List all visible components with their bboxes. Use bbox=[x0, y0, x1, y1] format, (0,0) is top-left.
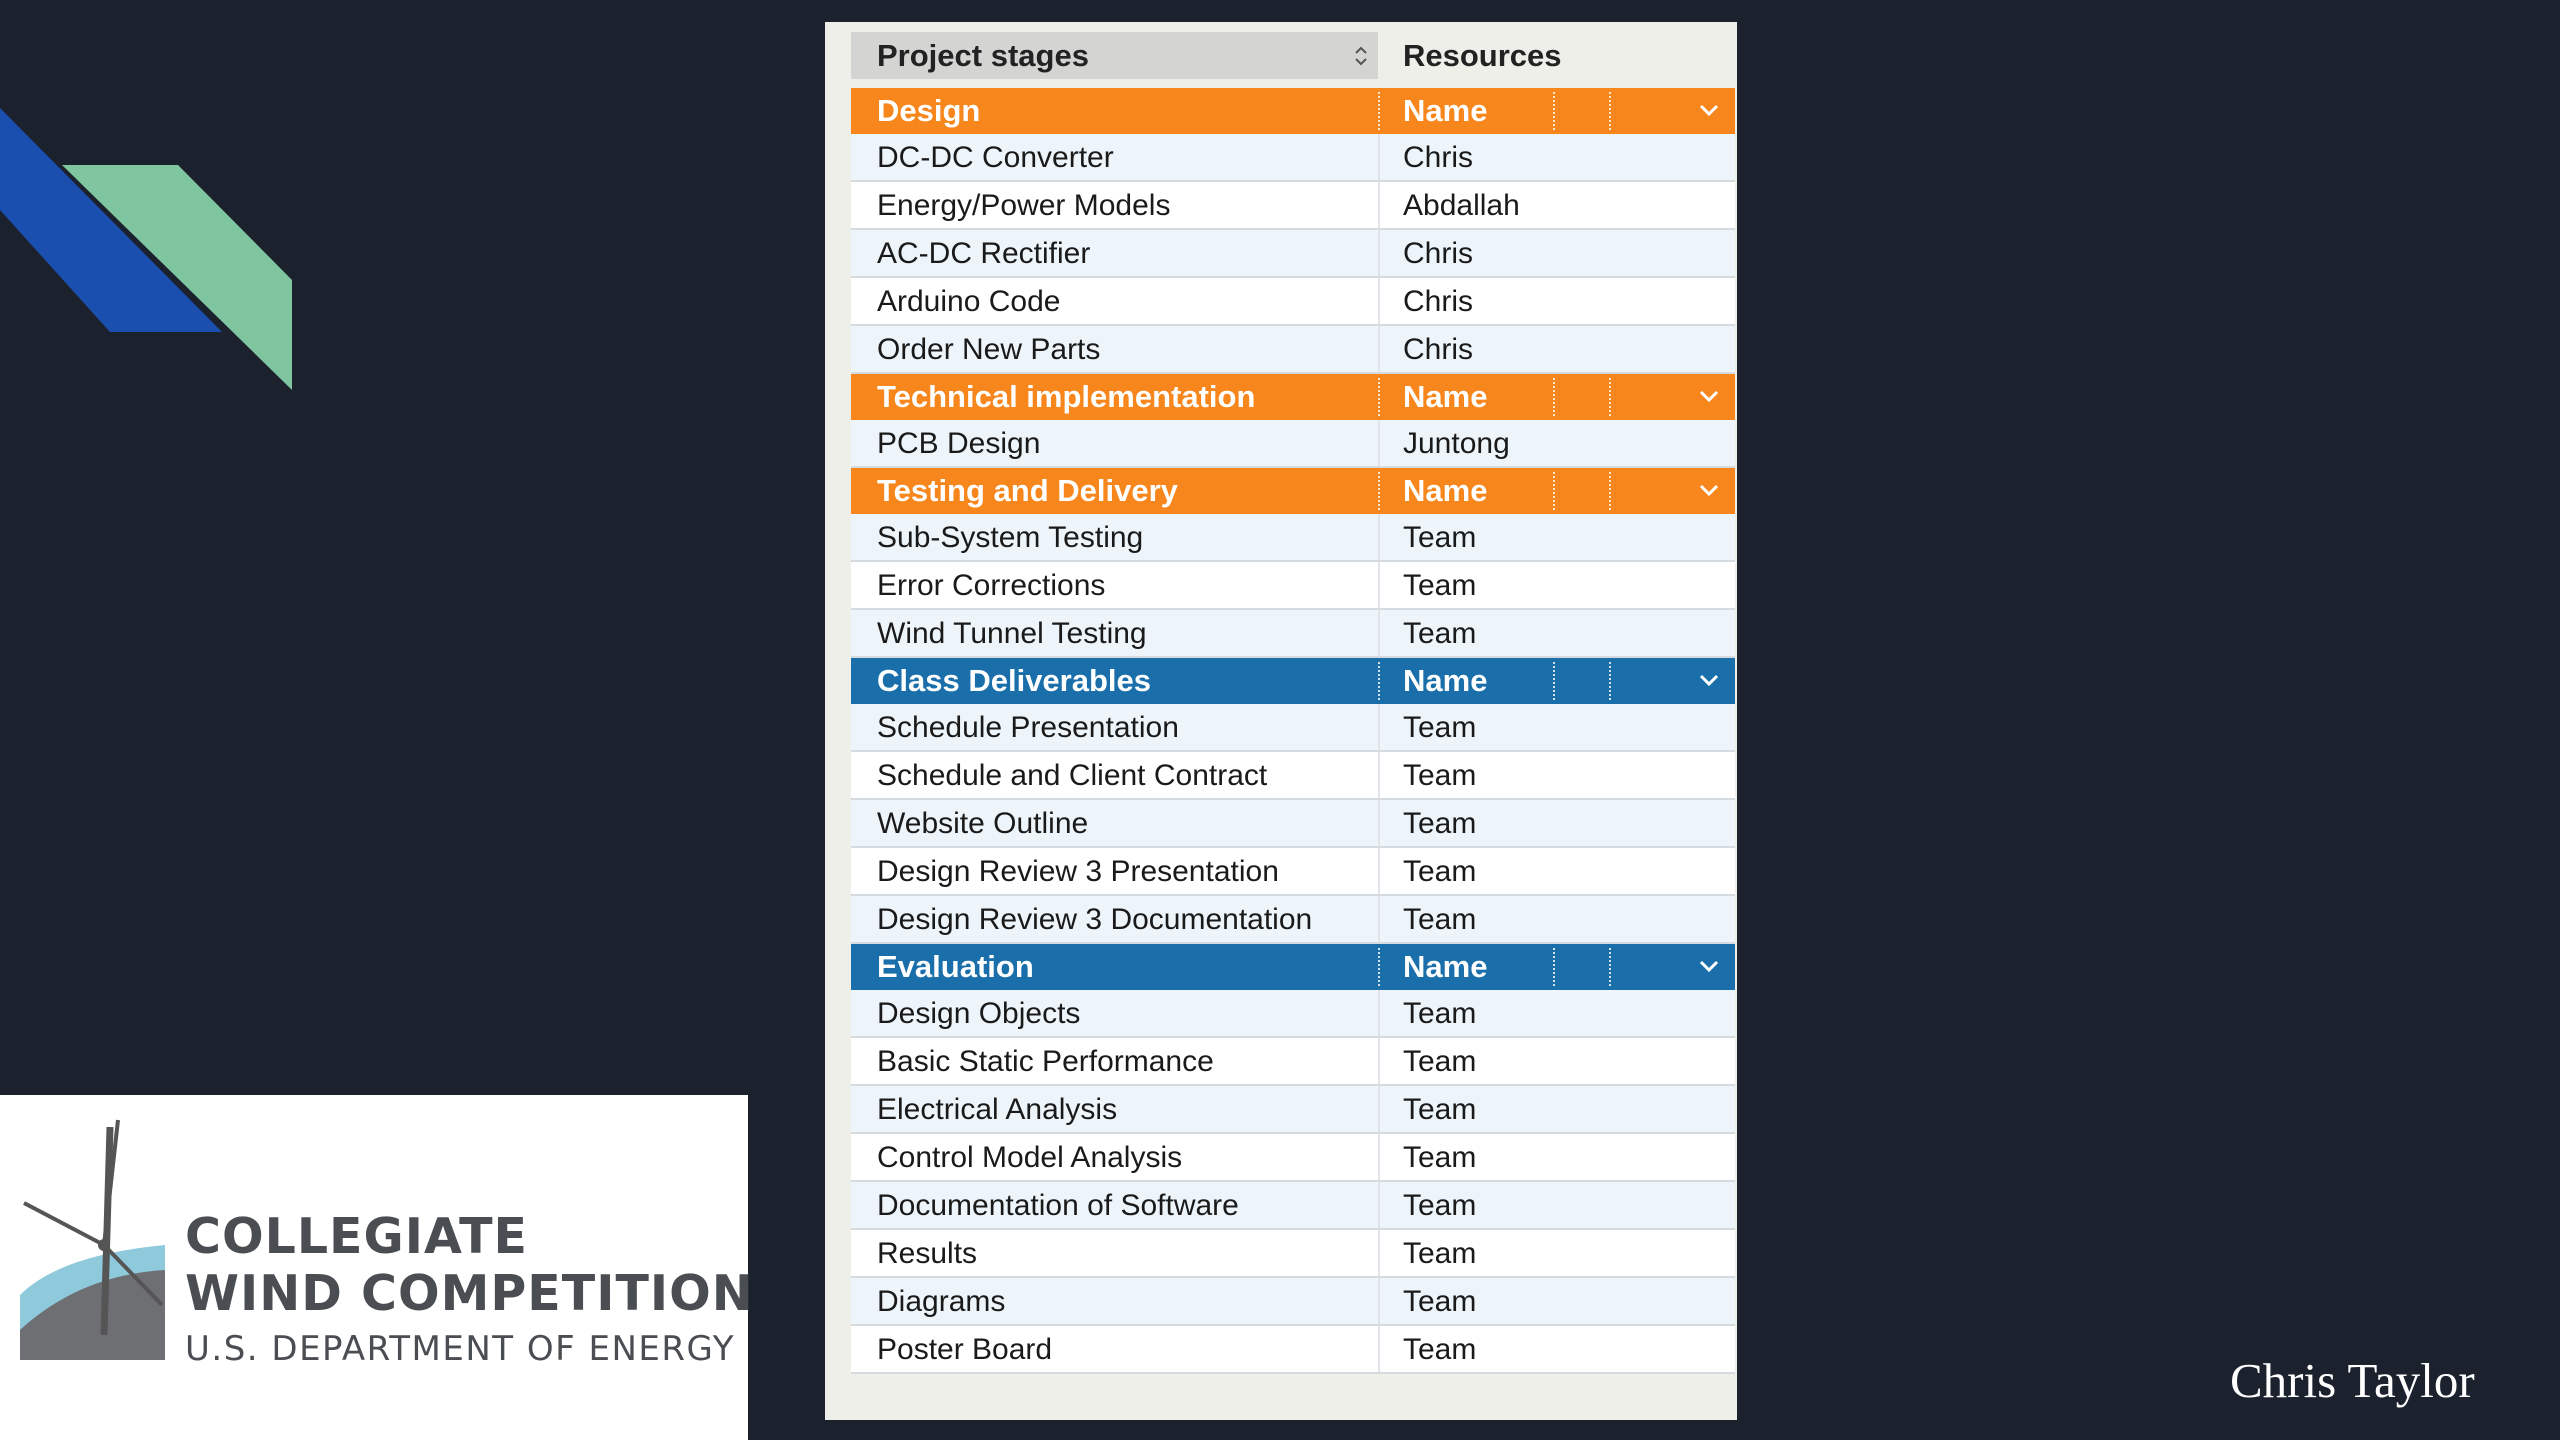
task-name: Sub-System Testing bbox=[877, 521, 1144, 554]
chevron-down-icon[interactable] bbox=[1697, 480, 1721, 500]
resource-name: Team bbox=[1403, 1237, 1477, 1270]
column-divider bbox=[1378, 1086, 1380, 1132]
column-divider bbox=[1378, 326, 1380, 372]
column-divider bbox=[1378, 1326, 1380, 1372]
resource-name: Team bbox=[1403, 807, 1477, 840]
resource-name: Team bbox=[1403, 569, 1477, 602]
column-divider bbox=[1378, 182, 1380, 228]
task-name: Schedule Presentation bbox=[877, 711, 1179, 744]
project-stages-table bbox=[851, 32, 1735, 1374]
column-divider bbox=[1609, 378, 1611, 416]
resource-name: Team bbox=[1403, 903, 1477, 936]
column-divider bbox=[1378, 896, 1380, 942]
task-name: Wind Tunnel Testing bbox=[877, 617, 1147, 650]
column-divider bbox=[1378, 514, 1380, 560]
column-header-resources: Resources bbox=[1403, 38, 1562, 73]
presenter-name: Chris Taylor bbox=[2230, 1353, 2475, 1408]
task-name: Order New Parts bbox=[877, 333, 1101, 366]
column-divider bbox=[1378, 1182, 1380, 1228]
table-row[interactable] bbox=[851, 1038, 1735, 1086]
section-resource-header: Name bbox=[1403, 663, 1488, 698]
section-header[interactable] bbox=[851, 374, 1735, 420]
section-rows bbox=[851, 134, 1735, 374]
logo-line-1: COLLEGIATE bbox=[185, 1208, 528, 1265]
column-header-project-stages[interactable] bbox=[851, 32, 1378, 79]
column-divider bbox=[1378, 472, 1380, 510]
resource-name: Chris bbox=[1403, 285, 1474, 318]
table-header bbox=[851, 32, 1735, 79]
resource-name: Team bbox=[1403, 521, 1477, 554]
resource-name: Team bbox=[1403, 1285, 1477, 1318]
task-name: Design Objects bbox=[877, 997, 1081, 1030]
column-divider bbox=[1553, 948, 1555, 986]
resource-name: Team bbox=[1403, 1045, 1477, 1078]
column-divider bbox=[1609, 948, 1611, 986]
resource-name: Juntong bbox=[1403, 427, 1510, 460]
table-row[interactable] bbox=[851, 1326, 1735, 1374]
section-header[interactable] bbox=[851, 658, 1735, 704]
resource-name: Team bbox=[1403, 997, 1477, 1030]
task-name: Diagrams bbox=[877, 1285, 1006, 1318]
table-row[interactable] bbox=[851, 1086, 1735, 1134]
section-title: Testing and Delivery bbox=[877, 473, 1178, 508]
task-name: Error Corrections bbox=[877, 569, 1106, 602]
table-row[interactable] bbox=[851, 610, 1735, 658]
section-header[interactable] bbox=[851, 88, 1735, 134]
table-row[interactable] bbox=[851, 278, 1735, 326]
task-name: Poster Board bbox=[877, 1333, 1053, 1366]
resource-name: Chris bbox=[1403, 237, 1474, 270]
column-divider bbox=[1378, 420, 1380, 466]
sections-container bbox=[851, 88, 1735, 1374]
logo-line-2: WIND COMPETITION bbox=[185, 1265, 754, 1322]
table-row[interactable] bbox=[851, 752, 1735, 800]
column-divider bbox=[1378, 848, 1380, 894]
table-row[interactable] bbox=[851, 326, 1735, 374]
decorative-stripes bbox=[0, 0, 300, 400]
section-title: Design bbox=[877, 93, 981, 128]
column-divider bbox=[1553, 92, 1555, 130]
section-header[interactable] bbox=[851, 944, 1735, 990]
column-divider bbox=[1553, 662, 1555, 700]
task-name: PCB Design bbox=[877, 427, 1041, 460]
section-rows bbox=[851, 420, 1735, 468]
section-resource-header: Name bbox=[1403, 473, 1488, 508]
column-divider bbox=[1378, 278, 1380, 324]
table-row[interactable] bbox=[851, 230, 1735, 278]
column-divider bbox=[1378, 800, 1380, 846]
column-divider bbox=[1378, 1278, 1380, 1324]
sort-icon[interactable] bbox=[1352, 44, 1370, 68]
column-divider bbox=[1553, 472, 1555, 510]
table-row[interactable] bbox=[851, 1278, 1735, 1326]
task-name: AC-DC Rectifier bbox=[877, 237, 1091, 270]
column-divider bbox=[1378, 1038, 1380, 1084]
task-name: Design Review 3 Presentation bbox=[877, 855, 1279, 888]
task-name: Website Outline bbox=[877, 807, 1089, 840]
task-name: DC-DC Converter bbox=[877, 141, 1114, 174]
section-resource-header: Name bbox=[1403, 379, 1488, 414]
section-rows bbox=[851, 990, 1735, 1374]
column-divider bbox=[1378, 610, 1380, 656]
column-divider bbox=[1378, 92, 1380, 130]
task-name: Basic Static Performance bbox=[877, 1045, 1214, 1078]
column-divider bbox=[1378, 662, 1380, 700]
project-stages-panel bbox=[825, 22, 1737, 1420]
column-divider bbox=[1609, 662, 1611, 700]
resource-name: Team bbox=[1403, 1093, 1477, 1126]
section-title: Evaluation bbox=[877, 949, 1034, 984]
column-header-label: Project stages bbox=[877, 38, 1089, 73]
resource-name: Team bbox=[1403, 855, 1477, 888]
task-name: Documentation of Software bbox=[877, 1189, 1239, 1222]
column-divider bbox=[1609, 92, 1611, 130]
section-header[interactable] bbox=[851, 468, 1735, 514]
column-divider bbox=[1378, 752, 1380, 798]
section-resource-header: Name bbox=[1403, 949, 1488, 984]
task-name: Energy/Power Models bbox=[877, 189, 1171, 222]
section-title: Technical implementation bbox=[877, 379, 1256, 414]
resource-name: Abdallah bbox=[1403, 189, 1520, 222]
chevron-down-icon[interactable] bbox=[1697, 956, 1721, 976]
section-rows bbox=[851, 514, 1735, 658]
column-divider bbox=[1378, 704, 1380, 750]
column-divider bbox=[1378, 230, 1380, 276]
table-row[interactable] bbox=[851, 562, 1735, 610]
column-divider bbox=[1378, 134, 1380, 180]
resource-name: Team bbox=[1403, 617, 1477, 650]
resource-name: Team bbox=[1403, 1141, 1477, 1174]
chevron-down-icon[interactable] bbox=[1697, 100, 1721, 120]
column-divider bbox=[1609, 472, 1611, 510]
resource-name: Team bbox=[1403, 759, 1477, 792]
task-name: Electrical Analysis bbox=[877, 1093, 1118, 1126]
table-row[interactable] bbox=[851, 182, 1735, 230]
chevron-down-icon[interactable] bbox=[1697, 670, 1721, 690]
table-row[interactable] bbox=[851, 1134, 1735, 1182]
table-row[interactable] bbox=[851, 896, 1735, 944]
table-row[interactable] bbox=[851, 1182, 1735, 1230]
table-row[interactable] bbox=[851, 704, 1735, 752]
table-row[interactable] bbox=[851, 514, 1735, 562]
task-name: Schedule and Client Contract bbox=[877, 759, 1268, 792]
resource-name: Chris bbox=[1403, 141, 1474, 174]
resource-name: Team bbox=[1403, 711, 1477, 744]
collegiate-wind-competition-logo bbox=[0, 1095, 754, 1440]
column-divider bbox=[1378, 1134, 1380, 1180]
section-resource-header: Name bbox=[1403, 93, 1488, 128]
task-name: Arduino Code bbox=[877, 285, 1061, 318]
table-row[interactable] bbox=[851, 1230, 1735, 1278]
column-divider bbox=[1378, 378, 1380, 416]
table-row[interactable] bbox=[851, 420, 1735, 468]
logo-line-3: U.S. DEPARTMENT OF ENERGY bbox=[185, 1329, 735, 1369]
column-divider bbox=[1378, 990, 1380, 1036]
resource-name: Team bbox=[1403, 1333, 1477, 1366]
column-divider bbox=[1378, 562, 1380, 608]
resource-name: Chris bbox=[1403, 333, 1474, 366]
section-rows bbox=[851, 704, 1735, 944]
section-title: Class Deliverables bbox=[877, 663, 1152, 698]
task-name: Design Review 3 Documentation bbox=[877, 903, 1313, 936]
column-divider bbox=[1378, 948, 1380, 986]
table-row[interactable] bbox=[851, 134, 1735, 182]
column-divider bbox=[1378, 1230, 1380, 1276]
table-row[interactable] bbox=[851, 848, 1735, 896]
task-name: Results bbox=[877, 1237, 978, 1270]
task-name: Control Model Analysis bbox=[877, 1141, 1183, 1174]
column-divider bbox=[1553, 378, 1555, 416]
wind-turbine-icon bbox=[0, 1095, 180, 1395]
table-row[interactable] bbox=[851, 990, 1735, 1038]
resource-name: Team bbox=[1403, 1189, 1477, 1222]
chevron-down-icon[interactable] bbox=[1697, 386, 1721, 406]
table-row[interactable] bbox=[851, 800, 1735, 848]
